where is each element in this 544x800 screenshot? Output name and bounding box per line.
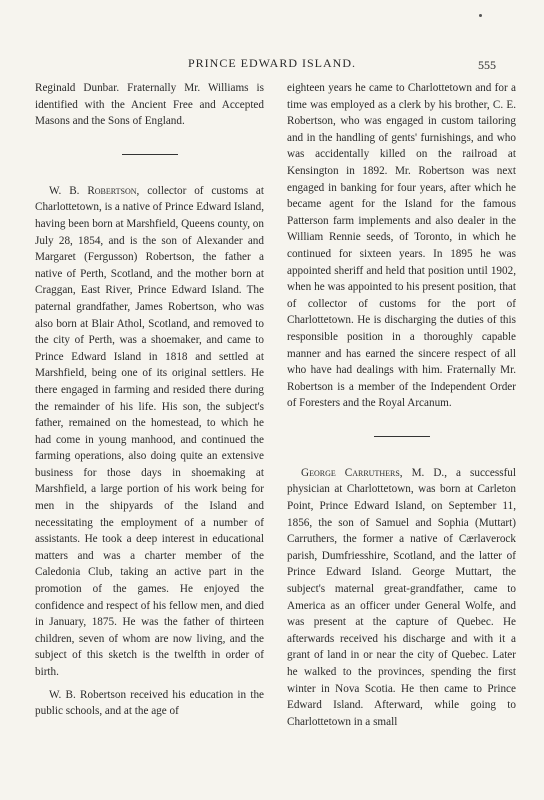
section-divider	[374, 436, 430, 437]
left-column	[35, 80, 264, 720]
carruthers-text: a successful physician at Charlottetown, was born at Carleton Point, Prince Edward Island, on September 11, 1856, the son of Samuel and Sophia (Muttart) Carruthers, the former a native of Cærlaverock parish, Dumfriesshire, Scotland, and the latter of Prince Edward Island. George Muttart, the subject's maternal great-grandfather, came to America as an officer under General Wolfe, and was present at the capture of Quebec. He afterwards received his discharge and with it a grant of land in or near the city of Quebec. Later he walked to the provinces, spending the first winter in Nova Scotia. He then came to Prince Edward Island. Afterward, while going to Charlottetown in a small	[287, 466, 517, 728]
robertson-text: collector of customs at Charlottetown, is a native of Prince Edward Island, having been born at Marshfield, Queens county, on July 28, 1854, and is the son of Alexander and Margaret (Fergusson) Robertson, the father a native of Perth, Scotland, and the mother born at Craggan, East River, Prince Edward Island. The paternal grandfather, James Robertson, who was also born at Blair Athol, Scotland, and removed to the city of Perth, was a shoemaker, and came to Prince Edward Island in 1818 and settled at Marshfield, being one of its original settlers. He there engaged in farming and resided there during the remainder of his life. His son, the subject's father, remained on the homestead, to which he had come in young manhood, and continued the farming operations, also doing quite an extensive business for those days in shoemaking at Marshfield, a large portion of his work being for men in the shipyards of the Island and necessitating the employment of a number of assistants. He took a deep interest in educational matters and was a charter member of the Caledonia Club, taking an active part in the promotion of the games. He enjoyed the confidence and respect of his fellow men, and died in January, 1875. He was the father of thirteen children, seven of whom are now living, and the subject of this sketch is the twelfth in order of birth.	[35, 184, 264, 678]
robertson-continued: eighteen years he came to Charlottetown and for a time was employed as a clerk by his brother, C. E. Robertson, who was engaged in custom tailoring and in the handling of gents' furnishings, and who was accidentally killed on the railroad at Kensington in 1892. Mr. Robertson was next engaged in banking for four years, after which he became agent for the Island for the famous Patterson farm implements and also dealer in the William Rennie seeds, of Toronto, in which he continued for sixteen years. In 1895 he was appointed sheriff and held that position until 1902, when he was appointed to his present position, that of collector of customs for the port of Charlottetown. He is discharging the duties of this responsible position in a thoroughly capable manner and has earned the sincere respect of all who have had dealings with him. Fraternally Mr. Robertson is a member of the Independent Order of Foresters and the Royal Arcanum.	[287, 82, 516, 410]
section-divider	[122, 154, 178, 155]
carruthers-name: George Carruthers, M. D.,	[301, 466, 448, 479]
intro-continuation: Reginald Dunbar. Fraternally Mr. Williams is identified with the Ancient Free and Accepted Masons and the Sons of England.	[35, 82, 264, 128]
page-number: 555	[478, 58, 496, 72]
robertson-biography	[35, 183, 264, 681]
ink-speck	[479, 14, 482, 17]
running-head: PRINCE EDWARD ISLAND.	[188, 56, 356, 70]
robertson-name: W. B. Robertson,	[49, 184, 140, 197]
carruthers-biography	[287, 465, 516, 731]
robertson-education: W. B. Robertson received his education in the public schools, and at the age of	[35, 688, 264, 718]
right-column	[287, 80, 516, 730]
